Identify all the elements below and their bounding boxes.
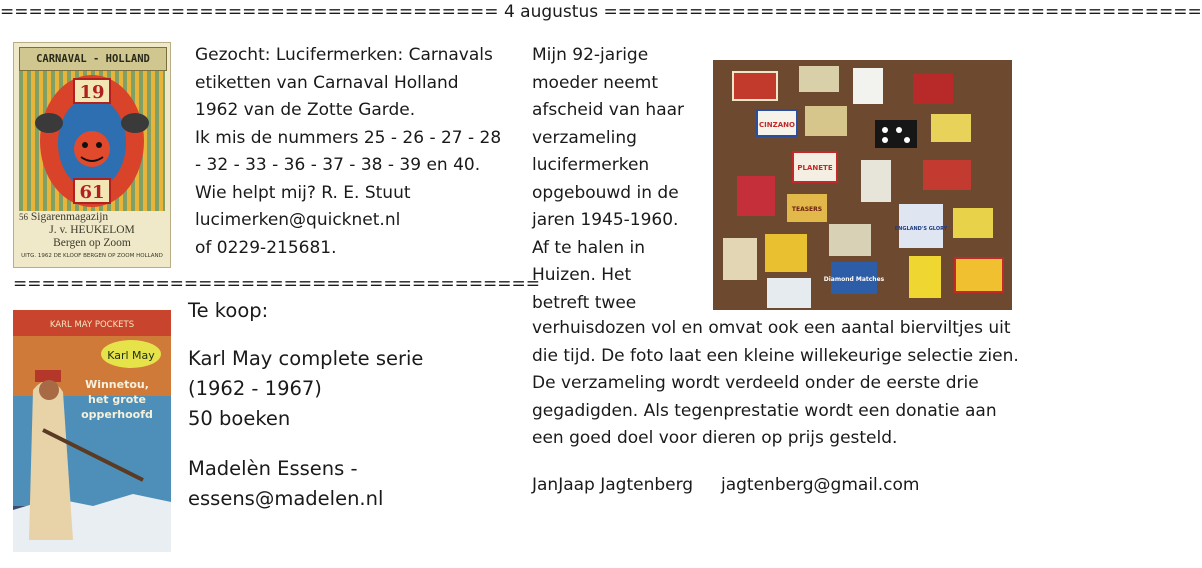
- photo-label-teasers: TEASERS: [791, 206, 823, 213]
- ad3-signature-name: JanJaap Jagtenberg: [532, 475, 694, 495]
- book-author: Karl May: [107, 349, 155, 362]
- karl-may-book-image: [13, 310, 171, 552]
- carnaval-label-image: [13, 42, 171, 268]
- ad3-narrow-text: Mijn 92-jarige moeder neemt afscheid van haar verzameling lucifermerken opgebouwd in de jaren 1945-1960. Af te halen in Huizen. Het betreft twee: [532, 45, 685, 313]
- ad2-body: Karl May complete serie (1962 - 1967) 50 boeken: [188, 347, 424, 430]
- photo-label-planete: PLANETE: [797, 164, 833, 172]
- book-series: KARL MAY POCKETS: [49, 320, 135, 330]
- label-footer: UITG. 1962 DE KLOOF BERGEN OP ZOOM HOLLAND: [21, 253, 163, 259]
- ad3-wide-text: verhuisdozen vol en omvat ook een aantal bierviltjes uit die tijd. De foto laat een kleine willekeurige selectie zien. De verzameling wordt verdeeld onder de eerste drie gegadigden. Als tegenprestatie wordt een donatie aan een goed doel voor dieren op prijs gesteld.: [532, 318, 1019, 448]
- label-year-top: 19: [79, 82, 105, 103]
- photo-label-englands-glory: ENGLAND'S GLORY: [894, 226, 948, 232]
- section-divider: =====================================: [13, 274, 541, 294]
- ad2-heading: Te koop:: [188, 299, 269, 322]
- label-shop: 56 Sigarenmagazijn J. v. HEUKELOM Bergen op Zoom: [19, 211, 135, 249]
- date-header: =================================== 4 augustus ==========================================: [0, 2, 1202, 22]
- ad2-email[interactable]: essens@madelen.nl: [188, 487, 384, 510]
- label-number: 56: [19, 212, 28, 222]
- label-title: CARNAVAL - HOLLAND: [19, 47, 167, 71]
- ad1-text: Gezocht: Lucifermerken: Carnavals etiketten van Carnaval Holland 1962 van de Zotte Garde. Ik mis de nummers 25 - 26 - 27 - 28 - 32 - 33 - 36 - 37 - 38 - 39 en 40. Wie helpt mij? R. E. Stuut lucimerken@quicknet.nl of 0229-215681.: [195, 42, 501, 262]
- ad2-contact: Madelèn Essens - essens@madelen.nl: [188, 454, 383, 514]
- photo-label-diamond: Diamond Matches: [823, 276, 885, 283]
- book-title-2: het grote: [88, 393, 146, 406]
- ad1-email[interactable]: lucimerken@quicknet.nl: [195, 210, 401, 230]
- photo-label-cinzano: CINZANO: [759, 121, 795, 129]
- label-year-bottom: 61: [79, 182, 105, 203]
- book-title-3: opperhoofd: [81, 408, 153, 421]
- ad3-signature-email[interactable]: jagtenberg@gmail.com: [721, 475, 920, 495]
- match-collection-photo: [713, 60, 1012, 310]
- book-title-1: Winnetou,: [85, 378, 149, 391]
- ad1-phone: of 0229-215681.: [195, 237, 337, 258]
